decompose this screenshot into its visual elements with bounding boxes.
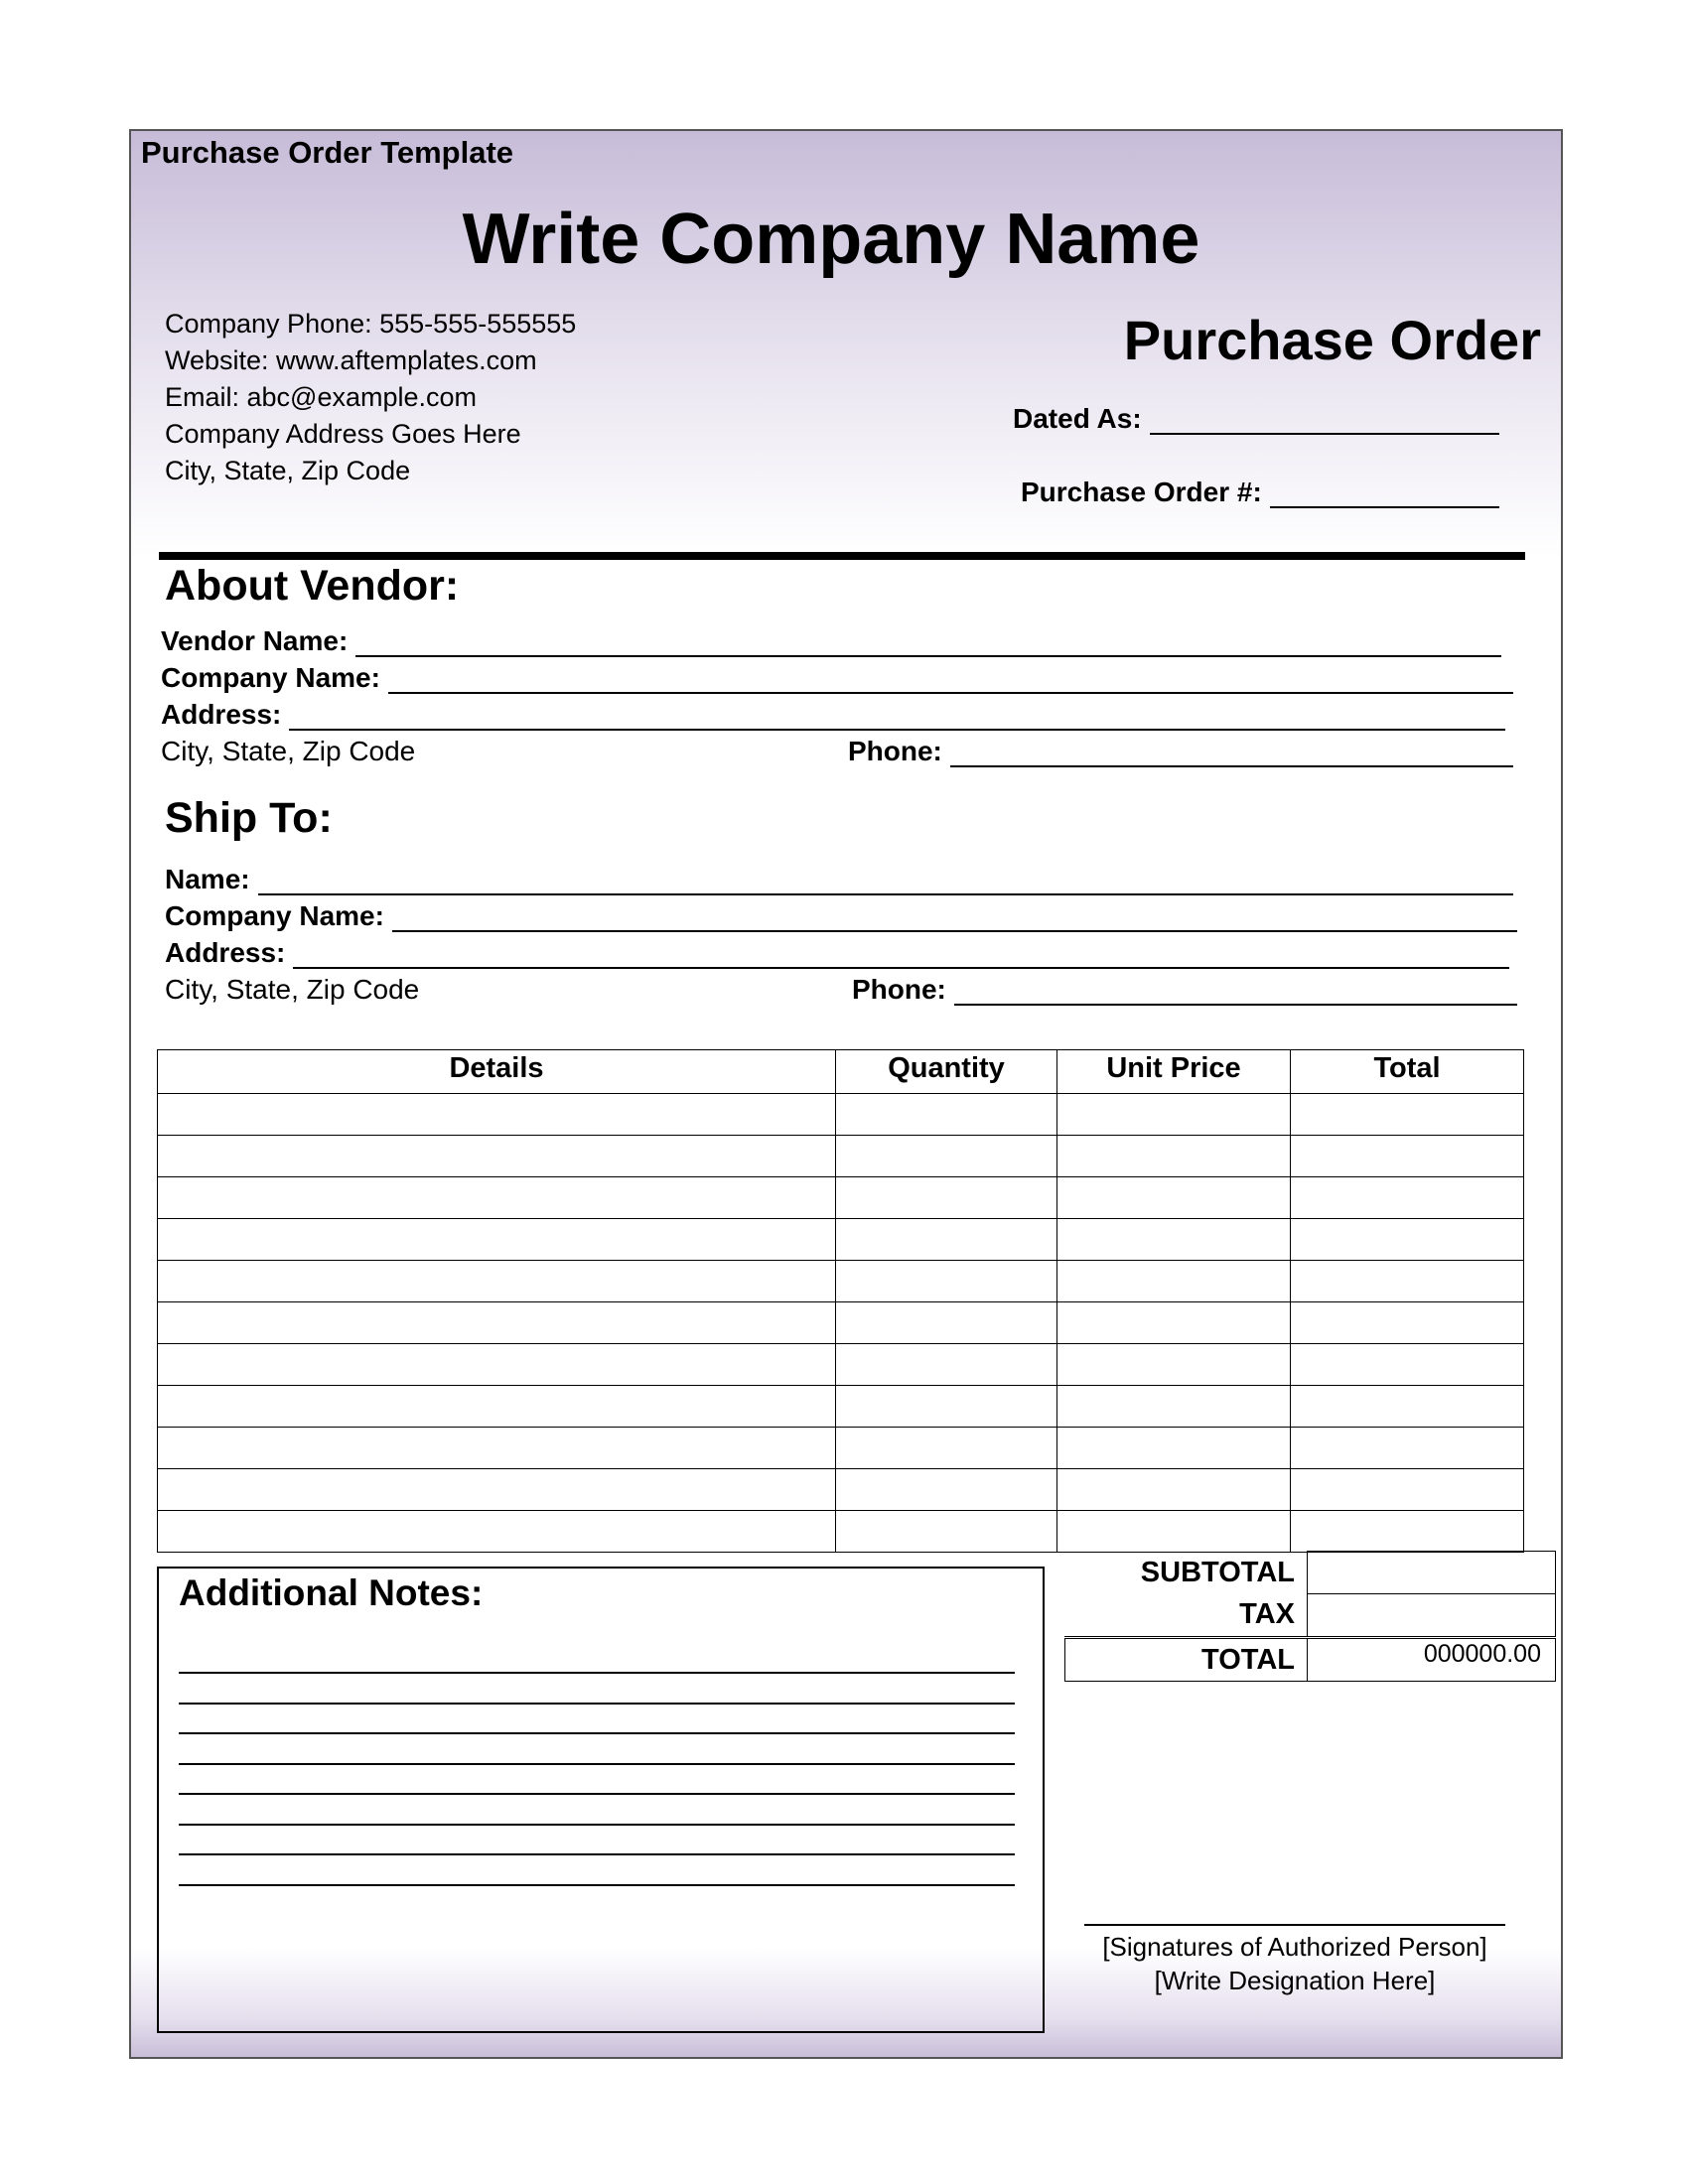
- cell-total[interactable]: [1291, 1344, 1524, 1386]
- vendor-city-field[interactable]: [161, 736, 423, 767]
- purchase-order-page: [129, 129, 1563, 2059]
- vendor-address-label: Address:: [161, 699, 282, 730]
- table-row: [158, 1428, 1524, 1469]
- note-line[interactable]: [179, 1703, 1015, 1705]
- table-body: [158, 1094, 1524, 1553]
- vendor-name-label: Vendor Name:: [161, 625, 349, 656]
- ship-company-blank[interactable]: [392, 904, 1517, 932]
- ship-address-field[interactable]: [165, 937, 1509, 969]
- cell-total[interactable]: [1291, 1136, 1524, 1177]
- vendor-city-label: City, State, Zip Code: [161, 736, 416, 766]
- cell-details[interactable]: [158, 1136, 836, 1177]
- cell-unit-price[interactable]: [1057, 1219, 1291, 1261]
- cell-quantity[interactable]: [836, 1511, 1057, 1553]
- cell-unit-price[interactable]: [1057, 1177, 1291, 1219]
- tax-row: [1065, 1594, 1556, 1638]
- total-row: [1065, 1638, 1556, 1682]
- additional-notes-heading: Additional Notes:: [179, 1572, 484, 1613]
- cell-unit-price[interactable]: [1057, 1428, 1291, 1469]
- note-line[interactable]: [179, 1732, 1015, 1734]
- table-row: [158, 1386, 1524, 1428]
- table-row: [158, 1177, 1524, 1219]
- cell-unit-price[interactable]: [1057, 1261, 1291, 1302]
- column-header-total: Total: [1291, 1050, 1524, 1094]
- column-header-unit-price: Unit Price: [1057, 1050, 1291, 1094]
- column-header-quantity: Quantity: [836, 1050, 1057, 1094]
- ship-city-label: City, State, Zip Code: [165, 974, 420, 1005]
- cell-total[interactable]: [1291, 1386, 1524, 1428]
- cell-quantity[interactable]: [836, 1344, 1057, 1386]
- company-email[interactable]: Email: abc@example.com: [165, 382, 478, 412]
- cell-quantity[interactable]: [836, 1261, 1057, 1302]
- document-title: Purchase Order Template: [141, 135, 514, 170]
- vendor-company-blank[interactable]: [388, 666, 1513, 694]
- table-row: [158, 1261, 1524, 1302]
- cell-total[interactable]: [1291, 1469, 1524, 1511]
- vendor-heading: About Vendor:: [165, 562, 460, 610]
- vendor-phone-blank[interactable]: [950, 740, 1513, 767]
- cell-quantity[interactable]: [836, 1219, 1057, 1261]
- cell-quantity[interactable]: [836, 1177, 1057, 1219]
- cell-details[interactable]: [158, 1428, 836, 1469]
- dated-as-field[interactable]: [1013, 403, 1499, 435]
- cell-details[interactable]: [158, 1219, 836, 1261]
- ship-name-field[interactable]: [165, 864, 1513, 895]
- company-contact-block: [165, 306, 576, 489]
- table-row: [158, 1302, 1524, 1344]
- cell-total[interactable]: [1291, 1261, 1524, 1302]
- dated-as-label: Dated As:: [1013, 403, 1142, 434]
- cell-quantity[interactable]: [836, 1428, 1057, 1469]
- tax-value[interactable]: [1308, 1594, 1556, 1638]
- subtotal-label: SUBTOTAL: [1065, 1552, 1308, 1594]
- ship-name-label: Name:: [165, 864, 250, 894]
- note-line[interactable]: [179, 1672, 1015, 1674]
- cell-quantity[interactable]: [836, 1386, 1057, 1428]
- signature-line[interactable]: [1084, 1924, 1505, 1926]
- cell-total[interactable]: [1291, 1094, 1524, 1136]
- ship-address-blank[interactable]: [293, 941, 1509, 969]
- cell-details[interactable]: [158, 1302, 836, 1344]
- po-number-label: Purchase Order #:: [1021, 477, 1262, 507]
- totals-table: [1064, 1551, 1556, 1682]
- table-header-row: [158, 1050, 1524, 1094]
- company-phone[interactable]: Company Phone: 555-555-555555: [165, 309, 577, 339]
- vendor-phone-field[interactable]: [848, 736, 1513, 767]
- note-line[interactable]: [179, 1763, 1015, 1765]
- vendor-company-label: Company Name:: [161, 662, 380, 693]
- dated-as-blank[interactable]: [1150, 407, 1499, 435]
- cell-quantity[interactable]: [836, 1302, 1057, 1344]
- ship-phone-label: Phone:: [852, 974, 946, 1005]
- cell-total[interactable]: [1291, 1302, 1524, 1344]
- cell-unit-price[interactable]: [1057, 1386, 1291, 1428]
- company-city-state-zip[interactable]: City, State, Zip Code: [165, 456, 411, 485]
- cell-unit-price[interactable]: [1057, 1511, 1291, 1553]
- cell-details[interactable]: [158, 1344, 836, 1386]
- purchase-order-heading: Purchase Order: [1123, 309, 1541, 371]
- cell-unit-price[interactable]: [1057, 1094, 1291, 1136]
- cell-total[interactable]: [1291, 1177, 1524, 1219]
- cell-total[interactable]: [1291, 1428, 1524, 1469]
- table-row: [158, 1511, 1524, 1553]
- note-line[interactable]: [179, 1793, 1015, 1795]
- note-line[interactable]: [179, 1824, 1015, 1826]
- cell-details[interactable]: [158, 1469, 836, 1511]
- company-website[interactable]: Website: www.aftemplates.com: [165, 345, 537, 375]
- total-value[interactable]: 000000.00: [1308, 1638, 1556, 1682]
- ship-phone-blank[interactable]: [954, 978, 1517, 1006]
- tax-label: TAX: [1065, 1594, 1308, 1638]
- signature-caption: [Signatures of Authorized Person]: [1102, 1932, 1487, 1962]
- cell-total[interactable]: [1291, 1511, 1524, 1553]
- cell-quantity[interactable]: [836, 1094, 1057, 1136]
- note-line[interactable]: [179, 1853, 1015, 1855]
- cell-total[interactable]: [1291, 1219, 1524, 1261]
- cell-unit-price[interactable]: [1057, 1344, 1291, 1386]
- ship-company-label: Company Name:: [165, 900, 384, 931]
- vendor-address-field[interactable]: [161, 699, 1505, 731]
- table-row: [158, 1344, 1524, 1386]
- cell-details[interactable]: [158, 1177, 836, 1219]
- vendor-address-blank[interactable]: [289, 703, 1505, 731]
- ship-to-heading: Ship To:: [165, 794, 333, 842]
- subtotal-value[interactable]: [1308, 1552, 1556, 1594]
- cell-details[interactable]: [158, 1261, 836, 1302]
- ship-company-field[interactable]: [165, 900, 1517, 932]
- designation-caption: [Write Designation Here]: [1154, 1966, 1436, 1995]
- po-number-blank[interactable]: [1270, 480, 1499, 508]
- vendor-phone-label: Phone:: [848, 736, 942, 766]
- cell-details[interactable]: [158, 1511, 836, 1553]
- cell-quantity[interactable]: [836, 1136, 1057, 1177]
- column-header-details: Details: [158, 1050, 836, 1094]
- po-number-field[interactable]: [1021, 477, 1499, 508]
- vendor-name-blank[interactable]: [355, 629, 1501, 657]
- vendor-name-field[interactable]: [161, 625, 1501, 657]
- cell-unit-price[interactable]: [1057, 1302, 1291, 1344]
- header-divider: [159, 552, 1525, 560]
- table-row: [158, 1469, 1524, 1511]
- table-row: [158, 1136, 1524, 1177]
- note-line[interactable]: [179, 1884, 1015, 1886]
- subtotal-row: [1065, 1552, 1556, 1594]
- table-row: [158, 1094, 1524, 1136]
- ship-city-field[interactable]: [165, 974, 427, 1006]
- company-address[interactable]: Company Address Goes Here: [165, 419, 521, 449]
- cell-details[interactable]: [158, 1094, 836, 1136]
- ship-phone-field[interactable]: [852, 974, 1517, 1006]
- total-label: TOTAL: [1065, 1638, 1308, 1682]
- ship-name-blank[interactable]: [258, 868, 1513, 895]
- company-name[interactable]: Write Company Name: [462, 200, 1200, 279]
- cell-quantity[interactable]: [836, 1469, 1057, 1511]
- cell-unit-price[interactable]: [1057, 1136, 1291, 1177]
- vendor-company-field[interactable]: [161, 662, 1513, 694]
- cell-details[interactable]: [158, 1386, 836, 1428]
- ship-address-label: Address:: [165, 937, 286, 968]
- line-items-table: [157, 1049, 1524, 1553]
- table-row: [158, 1219, 1524, 1261]
- additional-notes-box: [157, 1567, 1045, 2033]
- cell-unit-price[interactable]: [1057, 1469, 1291, 1511]
